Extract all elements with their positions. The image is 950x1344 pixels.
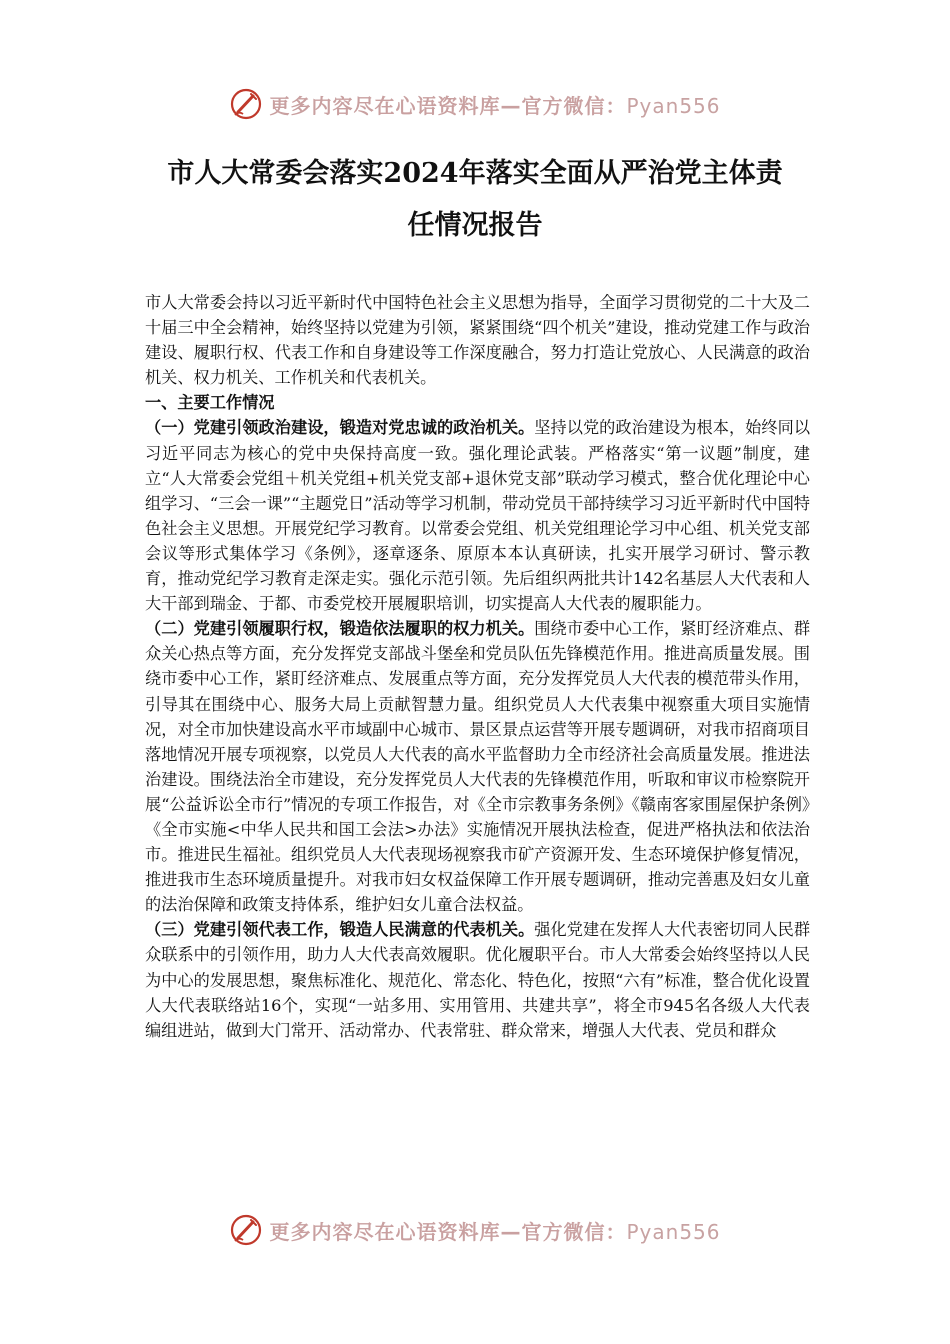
part-2-text: 围绕市委中心工作，紧盯经济难点、群众关心热点等方面，充分发挥党支部战斗堡垒和党员队伍先锋模范作用。推进高质量发展。围绕市委中心工作，紧盯经济难点、发展重点等方面，充分发挥党员人大代表的模范带头作用，引导其在围绕中心、服务大局上贡献智慧力量。组织党员人大代表集中视察重大项目实施情况，对全市加快建设高水平市域副中心城市、景区景点运营等开展专题调研，对我市招商项目落地情况开展专项视察，以党员人大代表的高水平监督助力全市经济社会高质量发展。推进法治建设。围绕法治全市建设，充分发挥党员人大代表的先锋模范作用，听取和审议市检察院开展“公益诉讼全市行”情况的专项工作报告，对《全市宗教事务条例》《赣南客家围屋保护条例》《全市实施<中华人民共和国工会法>办法》实施情况开展执法检查，促进严格执法和依法治市。推进民生福祉。组织党员人大代表现场视察我市矿产资源开发、生态环境保护修复情况，推进我市生态环境质量提升。对我市妇女权益保障工作开展专题调研，推动完善惠及妇女儿童的法治保障和政策支持体系，维护妇女儿童合法权益。 [145, 619, 811, 915]
part-1-paragraph [145, 415, 810, 616]
part-2-paragraph [145, 616, 810, 917]
document-body [145, 290, 810, 1043]
document-title [100, 148, 850, 252]
title-line-2: 任情况报告 [407, 210, 543, 241]
part-1-text: 坚持以党的政治建设为根本，始终同以习近平同志为核心的党中央保持高度一致。强化理论武装。严格落实“第一议题”制度，建立“人大常委会党组＋机关党组+机关党支部+退休党支部”联动学习模式，整合优化理论中心组学习、“三会一课”“主题党日”活动等学习机制，带动党员干部持续学习习近平新时代中国特色社会主义思想。开展党纪学习教育。以常委会党组、机关党组理论学习中心组、机关党支部会议等形式集体学习《条例》，逐章逐条、原原本本认真研读，扎实开展学习研讨、警示教育，推动党纪学习教育走深走实。强化示范引领。先后组织两批共计142名基层人大代表和人大干部到瑞金、于都、市委党校开展履职培训，切实提高人大代表的履职能力。 [145, 418, 811, 614]
header-banner [0, 82, 950, 126]
banner-wechat-id: Pyan556 [626, 1219, 721, 1244]
pen-circle-logo-icon [229, 87, 263, 121]
banner-label: 更多内容尽在心语资料库—官方微信： [269, 1219, 627, 1244]
title-line-1: 市人大常委会落实2024年落实全面从严治党主体责 [167, 158, 783, 189]
pen-circle-logo-icon [229, 1213, 263, 1247]
banner-wechat-id: Pyan556 [626, 93, 721, 118]
part-3-paragraph [145, 917, 810, 1042]
banner-label: 更多内容尽在心语资料库—官方微信： [269, 93, 627, 118]
banner-text [269, 90, 720, 119]
part-2-lead: （二）党建引领履职行权，锻造依法履职的权力机关。 [145, 619, 535, 639]
banner-text [269, 1216, 720, 1245]
part-1-lead: （一）党建引领政治建设，锻造对党忠诚的政治机关。 [145, 418, 535, 438]
part-3-lead: （三）党建引领代表工作，锻造人民满意的代表机关。 [145, 920, 535, 940]
intro-paragraph: 市人大常委会持以习近平新时代中国特色社会主义思想为指导，全面学习贯彻党的二十大及二十届三中全会精神，始终坚持以党建为引领，紧紧围绕“四个机关”建设，推动党建工作与政治建设、履职行权、代表工作和自身建设等工作深度融合，努力打造让党放心、人民满意的政治机关、权力机关、工作机关和代表机关。 [145, 293, 810, 388]
footer-banner [0, 1208, 950, 1252]
part-3-text: 强化党建在发挥人大代表密切同人民群众联系中的引领作用，助力人大代表高效履职。优化履职平台。市人大常委会始终坚持以人民为中心的发展思想，聚焦标准化、规范化、常态化、特色化，按照“六有”标准，整合优化设置人大代表联络站16个，实现“一站多用、实用管用、共建共享”，将全市945名各级人大代表编组进站，做到大门常开、活动常办、代表常驻、群众常来，增强人大代表、党员和群众 [145, 920, 811, 1040]
section-heading: 一、主要工作情况 [145, 393, 275, 413]
